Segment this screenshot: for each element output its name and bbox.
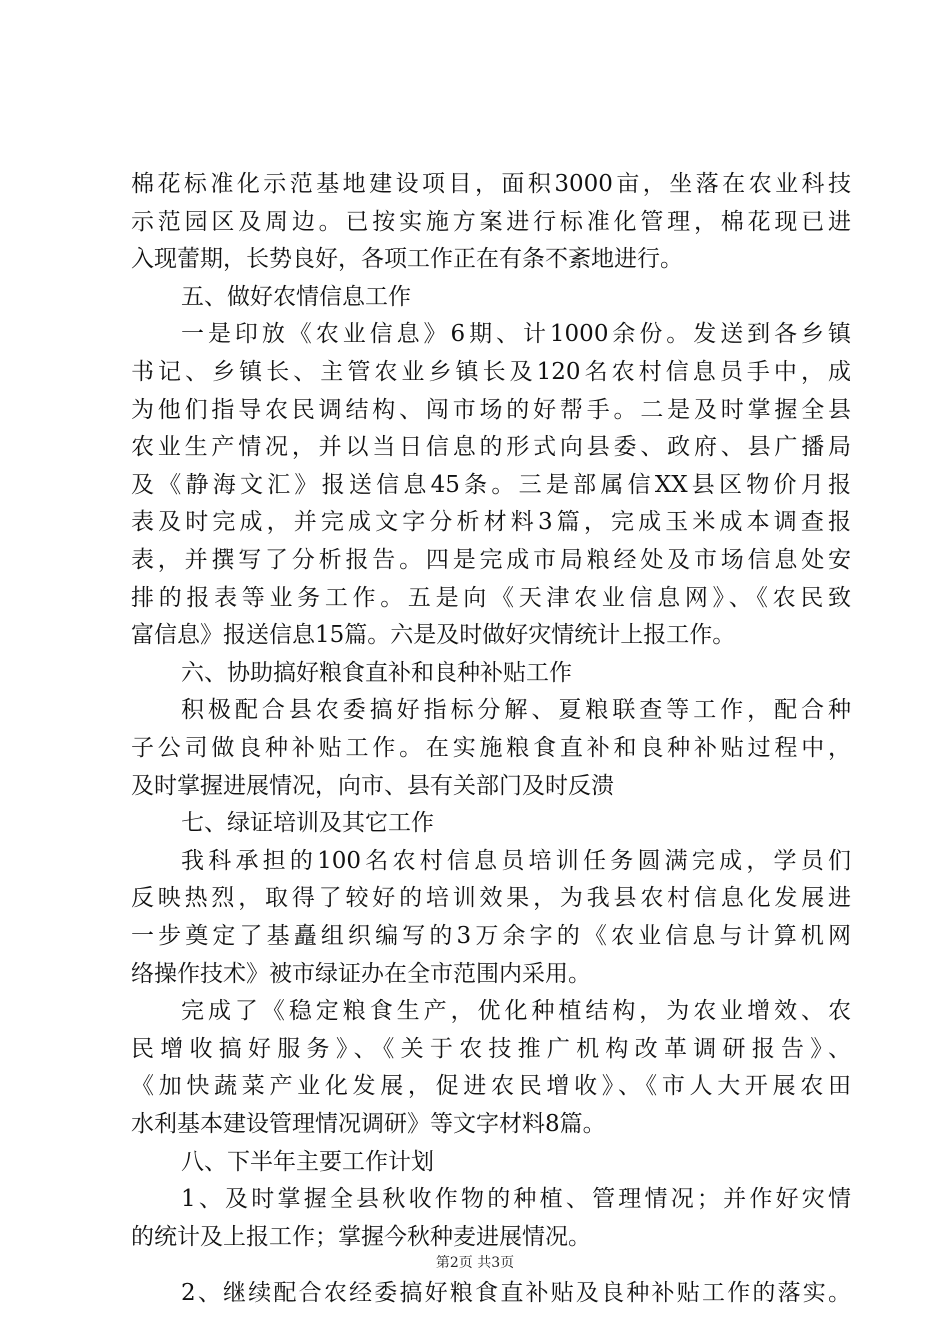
text-line: 完成了《稳定粮食生产，优化种植结构，为农业增效、农 [181, 998, 851, 1024]
text-line: 水利基本建设管理情况调研》等文字材料8篇。 [131, 1111, 606, 1137]
text-line: 表及时完成，并完成文字分析材料3篇，完成玉米成本调查报 [131, 509, 851, 535]
section-heading: 五、做好农情信息工作 [181, 284, 411, 310]
page-number: 第2页 共3页 [435, 1255, 515, 1271]
section-heading: 六、协助搞好粮食直补和良种补贴工作 [181, 660, 572, 686]
text-line: 富信息》报送信息15篇。六是及时做好灾情统计上报工作。 [131, 622, 736, 648]
text-line: 书记、乡镇长、主管农业乡镇长及120名农村信息员手中，成 [131, 359, 851, 385]
text-line: 示范园区及周边。已按实施方案进行标准化管理，棉花现已进 [131, 209, 851, 235]
text-line: 反映热烈，取得了较好的培训效果，为我县农村信息化发展进 [131, 885, 851, 911]
text-line: 排的报表等业务工作。五是向《天津农业信息网》、《农民致 [131, 585, 851, 611]
text-line: 入现蕾期，长势良好，各项工作正在有条不紊地进行。 [131, 246, 683, 272]
section-heading: 七、绿证培训及其它工作 [181, 810, 434, 836]
text-line: 一步奠定了基矗组织编写的3万余字的《农业信息与计算机网 [131, 923, 851, 949]
text-line: 络操作技术》被市绿证办在全市范围内采用。 [131, 961, 591, 987]
text-line: 及时掌握进展情况，向市、县有关部门及时反溃 [131, 773, 614, 799]
text-line: 棉花标准化示范基地建设项目，面积3000亩，坐落在农业科技 [131, 171, 851, 197]
text-line: 积极配合县农委搞好指标分解、夏粮联查等工作，配合种 [181, 697, 851, 723]
text-line: 农业生产情况，并以当日信息的形式向县委、政府、县广播局 [131, 434, 851, 460]
text-line: 2、继续配合农经委搞好粮食直补贴及良种补贴工作的落实。 [181, 1280, 851, 1306]
text-line: 表，并撰写了分析报告。四是完成市局粮经处及市场信息处安 [131, 547, 851, 573]
text-line: 及《静海文汇》报送信息45条。三是部属信XX县区物价月报 [131, 472, 851, 498]
text-line: 我科承担的100名农村信息员培训任务圆满完成，学员们 [181, 848, 851, 874]
text-line: 的统计及上报工作；掌握今秋种麦进展情况。 [131, 1224, 591, 1250]
text-line: 为他们指导农民调结构、闯市场的好帮手。二是及时掌握全县 [131, 397, 851, 423]
section-heading: 八、下半年主要工作计划 [181, 1149, 434, 1175]
text-line: 《加快蔬菜产业化发展，促进农民增收》、《市人大开展农田 [131, 1073, 851, 1099]
text-line: 1、及时掌握全县秋收作物的种植、管理情况；并作好灾情 [181, 1186, 851, 1212]
text-line: 一是印放《农业信息》6期、计1000余份。发送到各乡镇 [181, 321, 851, 347]
text-line: 民增收搞好服务》、《关于农技推广机构改革调研报告》、 [131, 1036, 851, 1062]
text-line: 子公司做良种补贴工作。在实施粮食直补和良种补贴过程中， [131, 735, 851, 761]
